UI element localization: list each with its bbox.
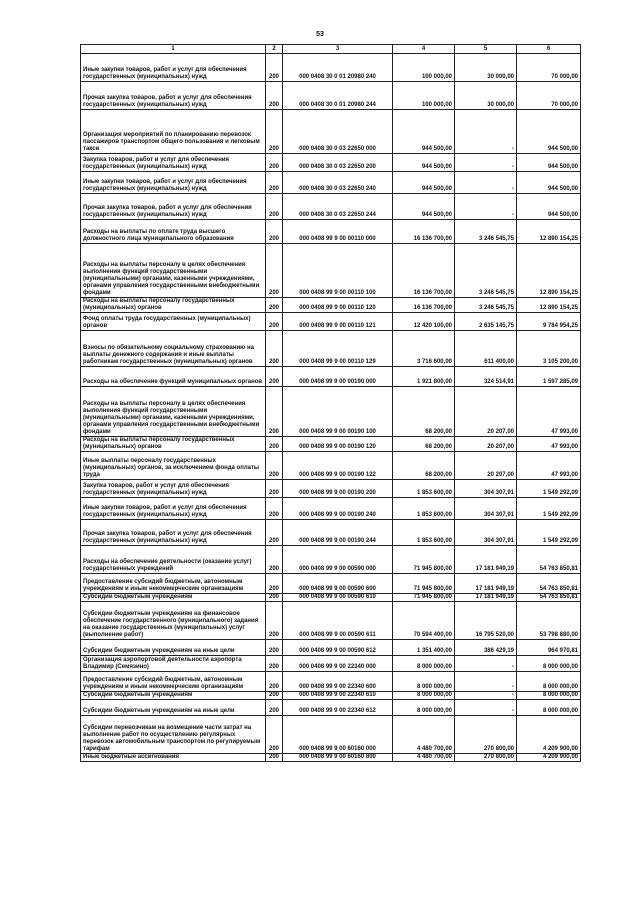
row-value-approved: 1 853 600,00: [393, 498, 455, 520]
row-value-approved: 1 921 800,00: [393, 367, 455, 387]
table-row: [81, 110, 581, 154]
row-value-approved: 16 136 700,00: [393, 244, 455, 298]
row-code: 200: [266, 574, 283, 594]
table-row: [81, 154, 581, 172]
row-code: 200: [266, 313, 283, 331]
row-name: Прочая закупка товаров, работ и услуг для обеспечения государственных (муниципальных) нужд: [81, 82, 266, 110]
row-code: 200: [266, 692, 283, 700]
column-header: 1: [81, 45, 266, 54]
row-classification: 000 0408 99 9 00 00190 100: [283, 387, 393, 437]
row-classification: 000 0408 99 9 00 00190 244: [283, 520, 393, 546]
row-classification: 000 0408 99 9 00 22340 600: [283, 672, 393, 692]
row-value-approved: 4 480 700,00: [393, 716, 455, 754]
table-row: [81, 480, 581, 498]
row-value-approved: 71 945 800,00: [393, 546, 455, 574]
row-value-remaining: 12 890 154,25: [517, 220, 581, 244]
row-code: 200: [266, 172, 283, 194]
row-value-executed: -: [455, 194, 517, 220]
budget-table: [80, 44, 581, 762]
row-value-executed: 17 181 949,19: [455, 594, 517, 602]
row-value-executed: 304 307,91: [455, 498, 517, 520]
row-code: 200: [266, 331, 283, 367]
row-value-approved: 16 136 700,00: [393, 298, 455, 313]
row-value-approved: 944 500,00: [393, 172, 455, 194]
row-value-approved: 944 500,00: [393, 194, 455, 220]
row-code: 200: [266, 640, 283, 656]
row-value-remaining: 1 549 292,09: [517, 480, 581, 498]
row-value-remaining: 964 970,81: [517, 640, 581, 656]
row-value-executed: 17 181 949,19: [455, 574, 517, 594]
row-classification: 000 0408 99 9 00 60160 000: [283, 716, 393, 754]
row-value-remaining: 70 000,00: [517, 54, 581, 82]
row-value-executed: 270 800,00: [455, 754, 517, 762]
row-classification: 000 0408 99 9 00 00590 612: [283, 640, 393, 656]
row-code: 200: [266, 437, 283, 452]
row-name: Иные бюджетные ассигнования: [81, 754, 266, 762]
row-classification: 000 0408 99 9 00 00590 611: [283, 602, 393, 640]
row-value-approved: 1 351 400,00: [393, 640, 455, 656]
row-code: 200: [266, 194, 283, 220]
row-value-executed: 304 307,91: [455, 520, 517, 546]
row-classification: 000 0408 99 9 00 00110 121: [283, 313, 393, 331]
row-name: Прочая закупка товаров, работ и услуг для обеспечения государственных (муниципальных) нужд: [81, 520, 266, 546]
row-code: 200: [266, 754, 283, 762]
row-value-remaining: 8 000 000,00: [517, 656, 581, 672]
row-name: Предоставление субсидий бюджетным, автономным учреждениям и иным некоммерческим организациям: [81, 574, 266, 594]
row-value-remaining: 8 000 000,00: [517, 672, 581, 692]
table-row: [81, 656, 581, 672]
row-name: Расходы на выплаты по оплате труда высшего должностного лица муниципального образования: [81, 220, 266, 244]
row-classification: 000 0408 99 9 00 00190 120: [283, 437, 393, 452]
row-value-approved: 1 853 600,00: [393, 520, 455, 546]
table-row: [81, 367, 581, 387]
row-value-executed: 386 429,19: [455, 640, 517, 656]
row-code: 200: [266, 110, 283, 154]
row-value-remaining: 8 000 000,00: [517, 700, 581, 716]
row-code: 200: [266, 387, 283, 437]
row-name: Расходы на выплаты персоналу в целях обеспечения выполнения функций государственными (муниципальными) органами, казенными учреждениями, органами управления государственными внебюджетными фондами: [81, 244, 266, 298]
row-value-remaining: 944 500,00: [517, 154, 581, 172]
row-classification: 000 0408 30 0 03 22650 000: [283, 110, 393, 154]
row-name: Закупка товаров, работ и услуг для обеспечения государственных (муниципальных) нужд: [81, 480, 266, 498]
page-number: 53: [316, 31, 324, 38]
table-row: [81, 54, 581, 82]
table-row: [81, 546, 581, 574]
row-name: Иные закупки товаров, работ и услуг для обеспечения государственных (муниципальных) нужд: [81, 54, 266, 82]
row-value-executed: 270 800,00: [455, 716, 517, 754]
row-value-remaining: 54 763 850,81: [517, 546, 581, 574]
table-row: [81, 172, 581, 194]
row-classification: 000 0408 99 9 00 00190 000: [283, 367, 393, 387]
row-classification: 000 0408 99 9 00 00110 129: [283, 331, 393, 367]
row-value-approved: 8 000 000,00: [393, 672, 455, 692]
table-row: [81, 692, 581, 700]
table-row: [81, 520, 581, 546]
table-row: [81, 387, 581, 437]
table-row: [81, 298, 581, 313]
row-classification: 000 0408 30 0 03 22650 244: [283, 194, 393, 220]
row-value-approved: 16 136 700,00: [393, 220, 455, 244]
row-code: 200: [266, 672, 283, 692]
row-code: 200: [266, 716, 283, 754]
table-row: [81, 672, 581, 692]
row-code: 200: [266, 700, 283, 716]
row-name: Субсидии бюджетным учреждениям на иные цели: [81, 640, 266, 656]
row-classification: 000 0408 30 0 01 20980 240: [283, 54, 393, 82]
row-value-approved: 4 480 700,00: [393, 754, 455, 762]
row-name: Иные выплаты персоналу государственных (муниципальных) органов, за исключением фонда оплаты труда: [81, 452, 266, 480]
table-row: [81, 244, 581, 298]
row-value-remaining: 47 993,00: [517, 387, 581, 437]
row-value-approved: 68 200,00: [393, 387, 455, 437]
row-value-executed: -: [455, 700, 517, 716]
row-value-remaining: 12 890 154,25: [517, 244, 581, 298]
row-value-remaining: 47 993,00: [517, 452, 581, 480]
row-value-remaining: 54 763 850,81: [517, 574, 581, 594]
row-classification: 000 0408 99 9 00 00590 600: [283, 574, 393, 594]
row-value-executed: -: [455, 656, 517, 672]
row-name: Организация аэропортовой деятельности аэропорта Владимир (Семязино): [81, 656, 266, 672]
row-value-remaining: 4 209 900,00: [517, 754, 581, 762]
column-header: 5: [455, 45, 517, 54]
row-value-executed: 3 246 545,75: [455, 220, 517, 244]
row-value-executed: 20 207,00: [455, 452, 517, 480]
row-name: Прочая закупка товаров, работ и услуг для обеспечения государственных (муниципальных) нужд: [81, 194, 266, 220]
row-value-approved: 71 945 800,00: [393, 594, 455, 602]
row-value-approved: 1 853 600,00: [393, 480, 455, 498]
row-value-executed: 3 246 545,75: [455, 298, 517, 313]
row-classification: 000 0408 99 9 00 00110 000: [283, 220, 393, 244]
table-row: [81, 437, 581, 452]
row-classification: 000 0408 99 9 00 00590 000: [283, 546, 393, 574]
column-header: 2: [266, 45, 283, 54]
row-value-remaining: 70 000,00: [517, 82, 581, 110]
row-name: Организация мероприятий по планированию перевозок пассажиров транспортом общего пользования и легковым такси: [81, 110, 266, 154]
row-classification: 000 0408 30 0 03 22650 200: [283, 154, 393, 172]
row-name: Расходы на обеспечение функций муниципальных органов: [81, 367, 266, 387]
row-name: Закупка товаров, работ и услуг для обеспечения государственных (муниципальных) нужд: [81, 154, 266, 172]
row-code: 200: [266, 594, 283, 602]
row-value-approved: 100 000,00: [393, 54, 455, 82]
row-value-remaining: 3 105 200,00: [517, 331, 581, 367]
row-value-executed: 20 207,00: [455, 437, 517, 452]
row-value-approved: 68 200,00: [393, 452, 455, 480]
table-row: [81, 716, 581, 754]
row-name: Иные закупки товаров, работ и услуг для обеспечения государственных (муниципальных) нужд: [81, 498, 266, 520]
row-name: Субсидии бюджетным учреждениям на финансовое обеспечение государственного (муниципального) задания на оказание государственных (муниципальных) услуг (выполнение работ): [81, 602, 266, 640]
row-code: 200: [266, 480, 283, 498]
row-code: 200: [266, 367, 283, 387]
table-row: [81, 194, 581, 220]
row-value-remaining: 944 500,00: [517, 110, 581, 154]
row-classification: 000 0408 99 9 00 00190 122: [283, 452, 393, 480]
column-header: 4: [393, 45, 455, 54]
row-value-remaining: 1 597 285,09: [517, 367, 581, 387]
row-value-executed: 16 795 520,00: [455, 602, 517, 640]
row-value-executed: 611 400,00: [455, 331, 517, 367]
row-code: 200: [266, 452, 283, 480]
row-name: Предоставление субсидий бюджетным, автономным учреждениям и иным некоммерческим организациям: [81, 672, 266, 692]
row-value-approved: 8 000 000,00: [393, 656, 455, 672]
row-name: Субсидии бюджетным учреждениям: [81, 594, 266, 602]
row-classification: 000 0408 30 0 01 20980 244: [283, 82, 393, 110]
row-code: 200: [266, 244, 283, 298]
table-row: [81, 594, 581, 602]
row-value-approved: 70 594 400,00: [393, 602, 455, 640]
row-code: 200: [266, 154, 283, 172]
row-value-executed: -: [455, 692, 517, 700]
row-name: Субсидии бюджетным учреждениям: [81, 692, 266, 700]
row-value-remaining: 8 000 000,00: [517, 692, 581, 700]
row-value-executed: 20 207,00: [455, 387, 517, 437]
row-value-executed: 304 307,91: [455, 480, 517, 498]
row-value-executed: 30 000,00: [455, 54, 517, 82]
row-value-approved: 100 000,00: [393, 82, 455, 110]
row-code: 200: [266, 220, 283, 244]
column-header: 6: [517, 45, 581, 54]
row-value-executed: -: [455, 154, 517, 172]
table-row: [81, 220, 581, 244]
row-code: 200: [266, 520, 283, 546]
row-code: 200: [266, 546, 283, 574]
row-classification: 000 0408 30 0 03 22650 240: [283, 172, 393, 194]
row-value-approved: 3 716 600,00: [393, 331, 455, 367]
table-row: [81, 82, 581, 110]
row-name: Взносы по обязательному социальному страхованию на выплаты денежного содержания и иные выплаты работникам государственных (муниципальных) органов: [81, 331, 266, 367]
row-value-remaining: 4 209 900,00: [517, 716, 581, 754]
row-value-executed: -: [455, 110, 517, 154]
table-row: [81, 602, 581, 640]
row-value-remaining: 53 798 880,00: [517, 602, 581, 640]
row-name: Расходы на обеспечение деятельности (оказание услуг) государственных учреждений: [81, 546, 266, 574]
row-code: 200: [266, 298, 283, 313]
row-value-remaining: 1 549 292,09: [517, 498, 581, 520]
row-value-approved: 944 500,00: [393, 154, 455, 172]
table-row: [81, 700, 581, 716]
header-row: [81, 45, 581, 54]
row-value-remaining: 54 763 850,81: [517, 594, 581, 602]
row-value-remaining: 12 890 154,25: [517, 298, 581, 313]
row-name: Расходы на выплаты персоналу государственных (муниципальных) органов: [81, 298, 266, 313]
row-name: Фонд оплаты труда государственных (муниципальных) органов: [81, 313, 266, 331]
table-row: [81, 574, 581, 594]
row-classification: 000 0408 99 9 00 00110 120: [283, 298, 393, 313]
row-value-executed: 30 000,00: [455, 82, 517, 110]
table-row: [81, 640, 581, 656]
row-value-approved: 12 420 100,00: [393, 313, 455, 331]
row-value-approved: 71 945 800,00: [393, 574, 455, 594]
row-code: 200: [266, 602, 283, 640]
row-code: 200: [266, 498, 283, 520]
table-row: [81, 313, 581, 331]
row-value-remaining: 1 549 292,09: [517, 520, 581, 546]
row-classification: 000 0408 99 9 00 00190 240: [283, 498, 393, 520]
row-value-remaining: 9 784 954,25: [517, 313, 581, 331]
row-value-executed: -: [455, 172, 517, 194]
row-value-executed: 17 181 949,19: [455, 546, 517, 574]
table-row: [81, 754, 581, 762]
row-value-remaining: 47 993,00: [517, 437, 581, 452]
row-classification: 000 0408 99 9 00 22340 000: [283, 656, 393, 672]
row-value-approved: 944 500,00: [393, 110, 455, 154]
table-body: [81, 45, 581, 762]
row-classification: 000 0408 99 9 00 60160 800: [283, 754, 393, 762]
row-name: Расходы на выплаты персоналу государственных (муниципальных) органов: [81, 437, 266, 452]
row-value-remaining: 944 500,00: [517, 172, 581, 194]
row-classification: 000 0408 99 9 00 00110 100: [283, 244, 393, 298]
row-classification: 000 0408 99 9 00 00590 610: [283, 594, 393, 602]
table-row: [81, 452, 581, 480]
row-name: Иные закупки товаров, работ и услуг для обеспечения государственных (муниципальных) нужд: [81, 172, 266, 194]
row-value-approved: 8 000 000,00: [393, 692, 455, 700]
row-code: 200: [266, 54, 283, 82]
row-classification: 000 0408 99 9 00 00190 200: [283, 480, 393, 498]
column-header: 3: [283, 45, 393, 54]
row-value-remaining: 944 500,00: [517, 194, 581, 220]
row-classification: 000 0408 99 9 00 22340 610: [283, 692, 393, 700]
row-value-executed: 324 514,91: [455, 367, 517, 387]
row-classification: 000 0408 99 9 00 22340 612: [283, 700, 393, 716]
row-code: 200: [266, 82, 283, 110]
row-value-executed: 2 635 145,75: [455, 313, 517, 331]
row-name: Субсидии бюджетным учреждениям на иные цели: [81, 700, 266, 716]
row-value-approved: 68 200,00: [393, 437, 455, 452]
row-value-executed: 3 246 545,75: [455, 244, 517, 298]
row-value-approved: 8 000 000,00: [393, 700, 455, 716]
table-row: [81, 498, 581, 520]
table-row: [81, 331, 581, 367]
row-name: Расходы на выплаты персоналу в целях обеспечения выполнения функций государственными (муниципальными) органами, казенными учреждениями, органами управления государственными внебюджетными фондами: [81, 387, 266, 437]
row-code: 200: [266, 656, 283, 672]
row-name: Субсидии перевозчикам на возмещение части затрат на выполнение работ по осуществлению регулярных перевозок автомобильным транспортом по регулируемым тарифам: [81, 716, 266, 754]
row-value-executed: -: [455, 672, 517, 692]
